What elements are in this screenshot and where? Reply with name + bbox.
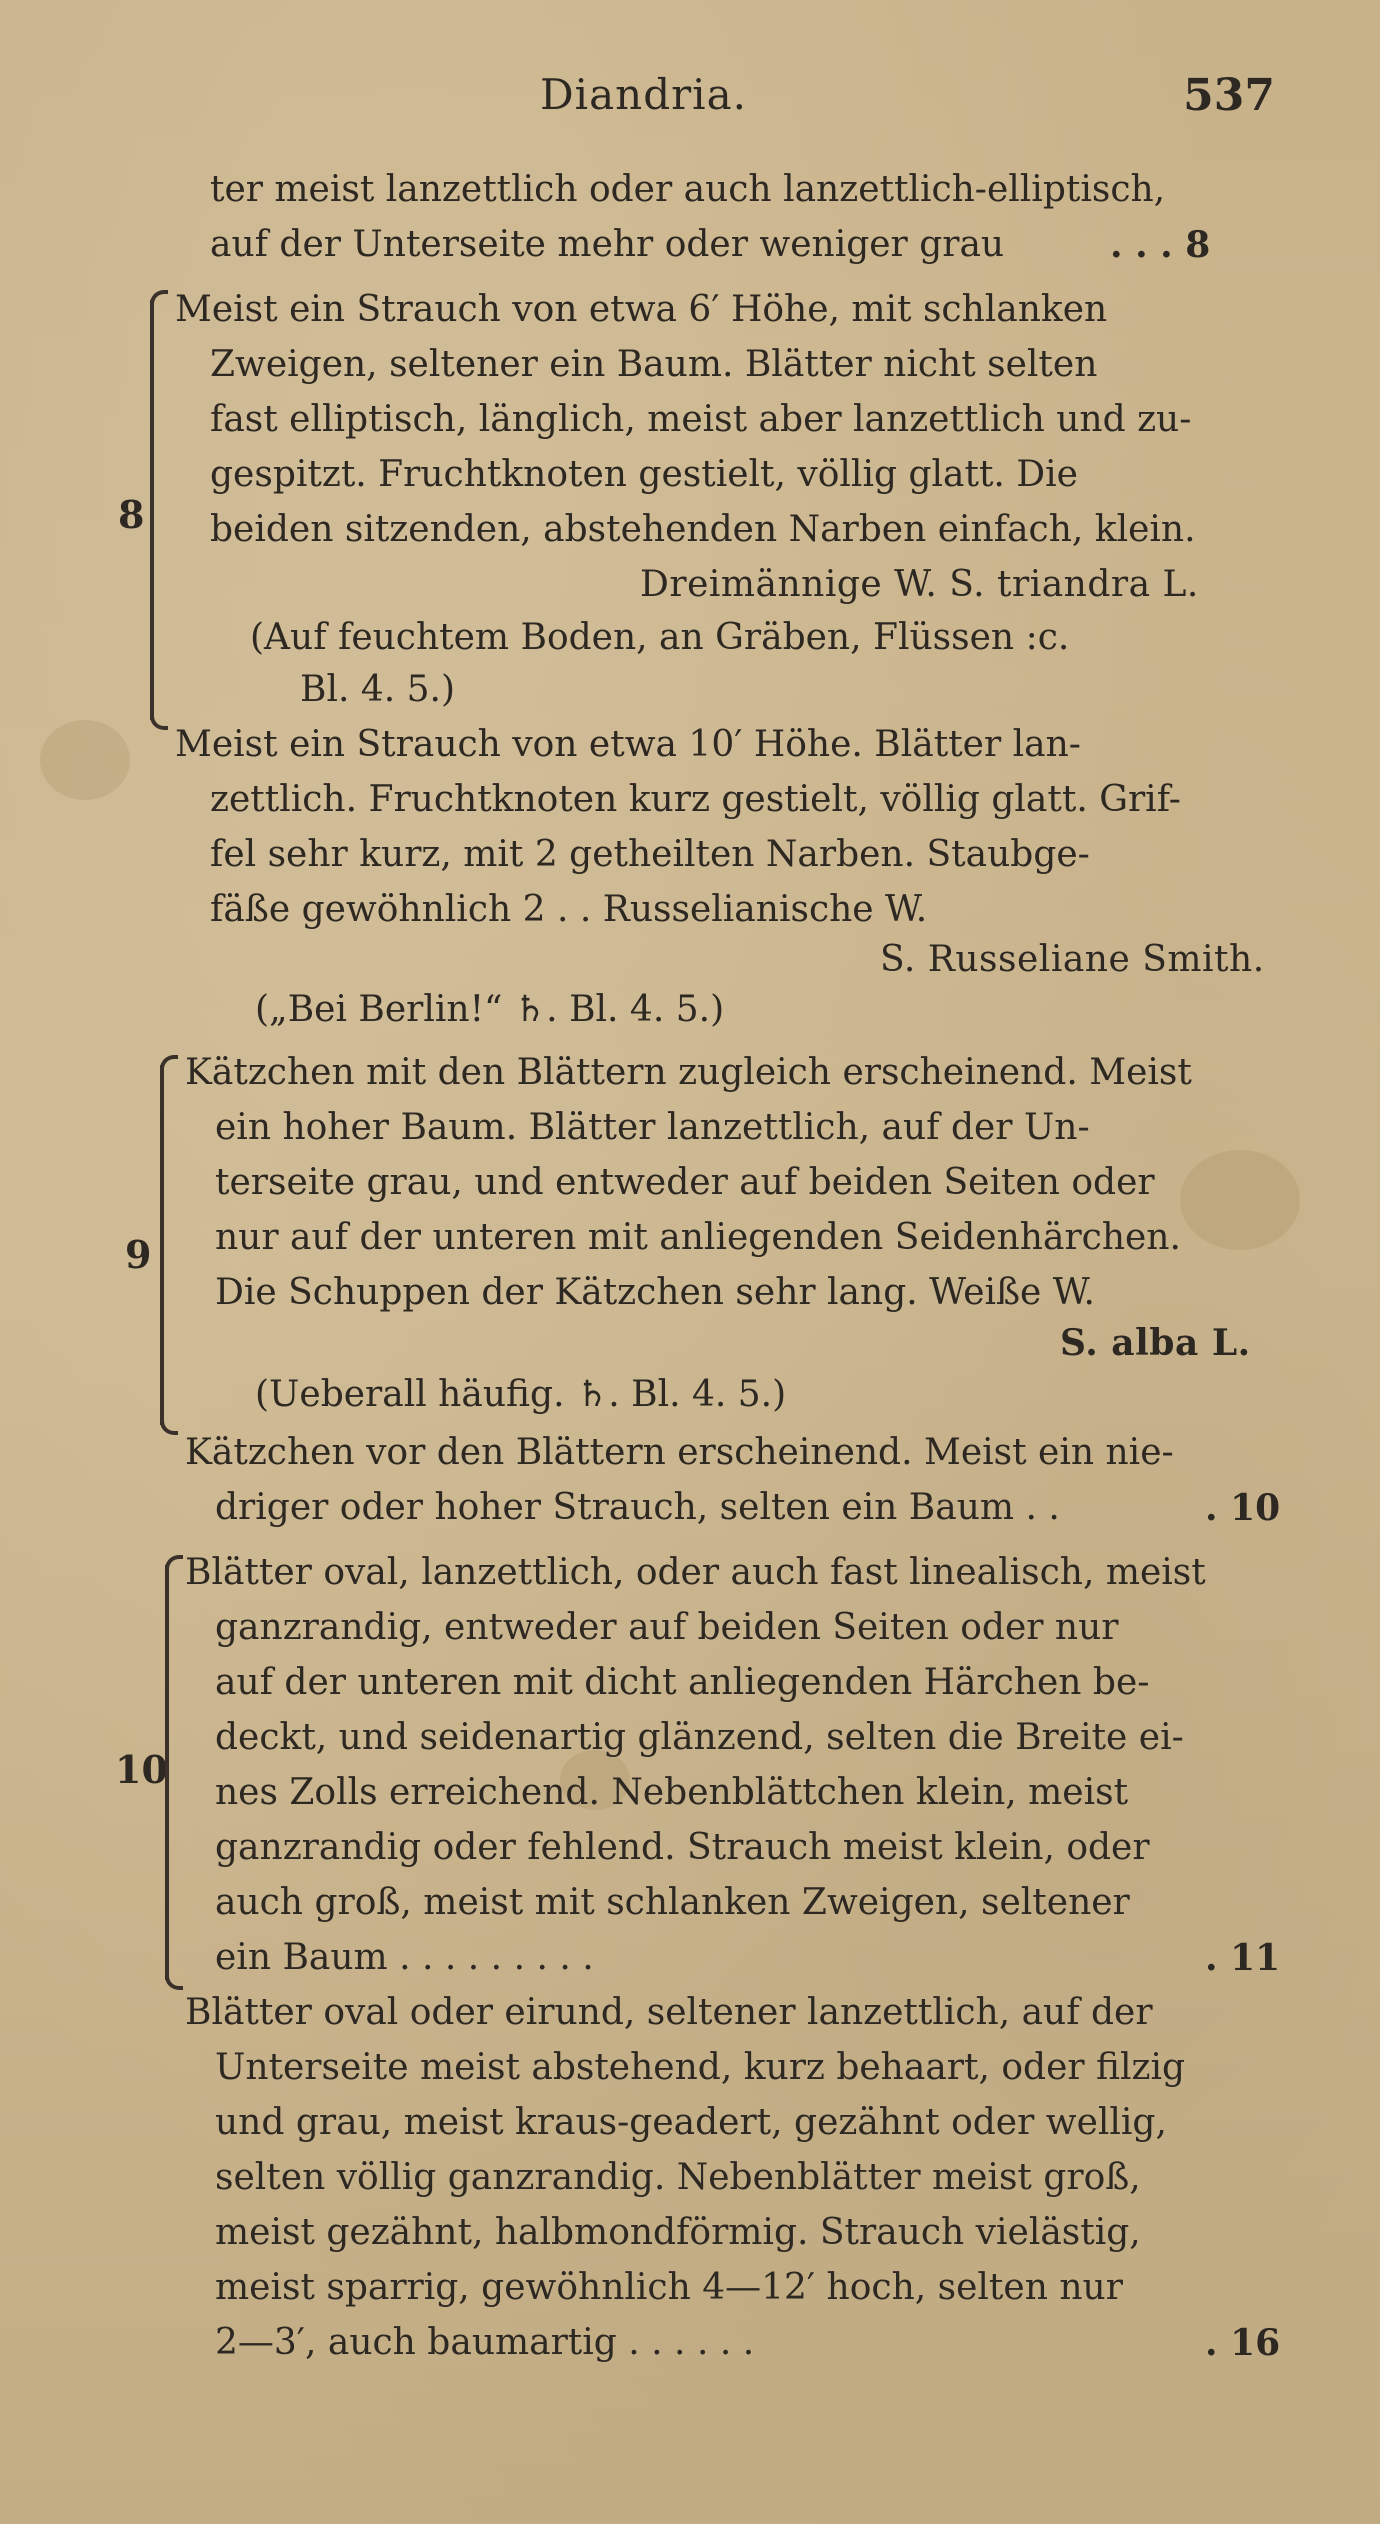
brace [165,1972,183,1990]
text-line: auf der Unterseite mehr oder weniger grau [210,224,1005,265]
text-line: beiden sitzenden, abstehenden Narben einfach, klein. [210,509,1196,550]
text-line: selten völlig ganzrandig. Nebenblätter meist groß, [215,2157,1141,2198]
text-line: Meist ein Strauch von etwa 6′ Höhe, mit schlanken [175,289,1108,330]
brace [160,1065,164,1425]
text-line: ganzrandig, entweder auf beiden Seiten oder nur [215,1607,1119,1648]
text-line: terseite grau, und entweder auf beiden Seiten oder [215,1162,1155,1203]
couplet-number: 10 [115,1747,168,1792]
text-line: ein Baum . . . . . . . . . [215,1937,594,1978]
brace [150,712,168,730]
text-line: ein hoher Baum. Blätter lanzettlich, auf der Un- [215,1107,1090,1148]
text-line: driger oder hoher Strauch, selten ein Baum . . [215,1487,1060,1528]
text-line: nes Zolls erreichend. Nebenblättchen klein, meist [215,1772,1129,1813]
text-line: Blätter oval, lanzettlich, oder auch fast linealisch, meist [185,1552,1206,1593]
habitat-line: Bl. 4. 5.) [300,669,456,710]
text-line: fel sehr kurz, mit 2 getheilten Narben. Staubge- [210,834,1090,875]
couplet-number: 9 [125,1232,152,1277]
reference-number: . 11 [1205,1937,1281,1979]
page-number: 537 [1183,70,1275,121]
species-name: S. alba L. [1060,1322,1251,1364]
text-line: zettlich. Fruchtknoten kurz gestielt, völlig glatt. Grif- [210,779,1181,820]
reference-number: . 16 [1205,2322,1281,2364]
brace [150,300,154,720]
paper-stain [40,720,130,800]
species-name: Dreimännige W. S. triandra L. [640,564,1199,605]
text-line: meist gezähnt, halbmondförmig. Strauch vielästig, [215,2212,1141,2253]
text-line: Unterseite meist abstehend, kurz behaart, oder filzig [215,2047,1186,2088]
text-line: auf der unteren mit dicht anliegenden Härchen be- [215,1662,1150,1703]
text-line: fäße gewöhnlich 2 . . Russelianische W. [210,889,928,930]
text-line: Kätzchen vor den Blättern erscheinend. Meist ein nie- [185,1432,1174,1473]
text-line: fast elliptisch, länglich, meist aber lanzettlich und zu- [210,399,1192,440]
brace [165,1565,169,1980]
reference-number: . 10 [1205,1487,1281,1529]
couplet-number: 8 [118,492,145,537]
text-line: Blätter oval oder eirund, seltener lanzettlich, auf der [185,1992,1153,2033]
text-line: Meist ein Strauch von etwa 10′ Höhe. Blätter lan- [175,724,1081,765]
text-line: Zweigen, seltener ein Baum. Blätter nicht selten [210,344,1098,385]
text-line: gespitzt. Fruchtknoten gestielt, völlig glatt. Die [210,454,1078,495]
running-head: Diandria. [540,70,747,119]
text-line: ter meist lanzettlich oder auch lanzettlich-elliptisch, [210,169,1166,210]
text-line: deckt, und seidenartig glänzend, selten die Breite ei- [215,1717,1184,1758]
text-line: nur auf der unteren mit anliegenden Seidenhärchen. [215,1217,1181,1258]
text-line: Die Schuppen der Kätzchen sehr lang. Weiße W. [215,1272,1095,1313]
text-line: und grau, meist kraus-geadert, gezähnt oder wellig, [215,2102,1167,2143]
paper-stain [1180,1150,1300,1250]
text-line: ganzrandig oder fehlend. Strauch meist klein, oder [215,1827,1150,1868]
text-line: 2—3′, auch baumartig . . . . . . [215,2322,755,2363]
habitat-line: (Ueberall häufig. ♄. Bl. 4. 5.) [255,1374,787,1415]
text-line: auch groß, meist mit schlanken Zweigen, seltener [215,1882,1130,1923]
page-header [0,70,1380,130]
species-name: S. Russeliane Smith. [880,939,1265,980]
habitat-line: (Auf feuchtem Boden, an Gräben, Flüssen :c. [250,617,1070,658]
reference-number: . . . 8 [1110,224,1211,266]
text-line: Kätzchen mit den Blättern zugleich erscheinend. Meist [185,1052,1192,1093]
text-line: meist sparrig, gewöhnlich 4—12′ hoch, selten nur [215,2267,1123,2308]
habitat-line: („Bei Berlin!“ ♄. Bl. 4. 5.) [255,989,725,1030]
brace [160,1417,178,1435]
